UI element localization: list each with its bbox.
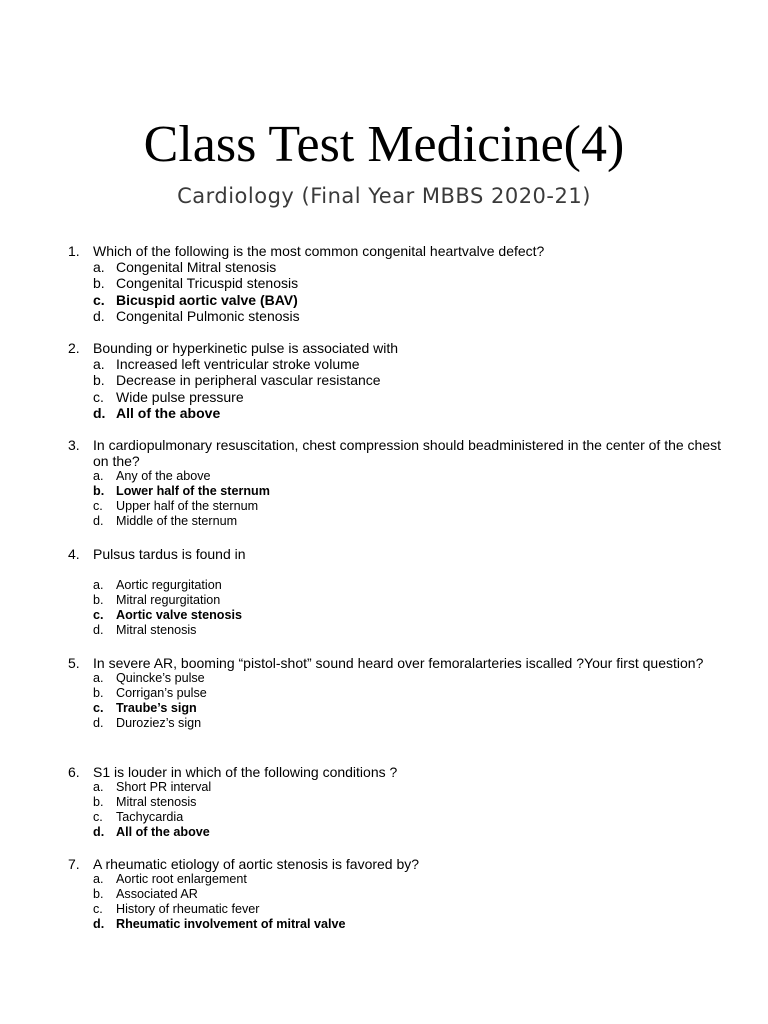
question-5 — [68, 655, 728, 730]
option-text: Tachycardia — [116, 809, 184, 824]
option-letter: d. — [93, 622, 104, 637]
question-text: A rheumatic etiology of aortic stenosis is favored by? — [93, 856, 420, 872]
option-letter: c. — [93, 499, 103, 513]
option-text: Mitral stenosis — [116, 795, 197, 809]
option-b — [93, 686, 728, 701]
option-text: Congenital Tricuspid stenosis — [116, 275, 299, 292]
option-text: Aortic valve stenosis — [116, 607, 242, 622]
option-letter: b. — [93, 795, 104, 809]
option-letter: b. — [93, 484, 105, 499]
question-1 — [68, 243, 728, 324]
option-d — [93, 716, 728, 731]
option-c-correct — [93, 701, 728, 716]
option-c — [93, 902, 728, 917]
option-d — [93, 623, 728, 638]
option-text: Traube’s sign — [116, 700, 197, 715]
option-c — [93, 499, 728, 514]
option-text: Quincke’s pulse — [116, 671, 205, 686]
option-d-correct — [93, 825, 728, 840]
question-number: 3. — [68, 437, 80, 453]
option-text: Bicuspid aortic valve (BAV) — [116, 291, 298, 308]
option-text: Lower half of the sternum — [116, 484, 270, 499]
option-a — [93, 780, 728, 795]
option-letter: c. — [93, 388, 104, 405]
option-b-correct — [93, 484, 728, 499]
option-letter: b. — [93, 275, 105, 292]
question-text: Bounding or hyperkinetic pulse is associated with — [93, 340, 399, 356]
page-subtitle: Cardiology (Final Year MBBS 2020-21) — [177, 184, 591, 208]
option-text: Mitral stenosis — [116, 622, 197, 637]
option-letter: d. — [93, 916, 105, 931]
option-text: Middle of the sternum — [116, 513, 238, 528]
option-text: Congenital Mitral stenosis — [116, 259, 277, 276]
option-a — [93, 578, 728, 593]
question-7 — [68, 856, 728, 931]
option-letter: a. — [93, 578, 104, 593]
question-number: 6. — [68, 764, 80, 780]
option-text: Decrease in peripheral vascular resistance — [116, 372, 381, 389]
option-text: Associated AR — [116, 887, 198, 901]
option-text: Aortic regurgitation — [116, 578, 222, 593]
option-letter: b. — [93, 593, 104, 607]
question-text: S1 is louder in which of the following conditions ? — [93, 764, 398, 780]
question-text: Pulsus tardus is found in — [93, 546, 246, 562]
option-letter: a. — [93, 780, 104, 795]
option-letter: d. — [93, 513, 104, 528]
option-text: Short PR interval — [116, 780, 212, 795]
option-letter: a. — [93, 259, 105, 276]
option-text: All of the above — [116, 824, 210, 839]
option-c-correct — [93, 292, 728, 308]
option-c — [93, 810, 728, 825]
option-letter: c. — [93, 607, 104, 622]
question-text: Which of the following is the most common congenital heartvalve defect? — [93, 243, 545, 259]
option-b — [93, 275, 728, 291]
option-d — [93, 308, 728, 324]
option-a — [93, 259, 728, 275]
option-text: Upper half of the sternum — [116, 499, 259, 513]
option-letter: a. — [93, 671, 104, 686]
question-2 — [68, 340, 728, 421]
question-number: 7. — [68, 856, 80, 872]
option-c — [93, 389, 728, 405]
option-text: Congenital Pulmonic stenosis — [116, 307, 300, 324]
option-b — [93, 593, 728, 608]
option-text: Wide pulse pressure — [116, 388, 244, 405]
option-a — [93, 356, 728, 372]
option-letter: b. — [93, 686, 104, 700]
question-text: In cardiopulmonary resuscitation, chest compression should beadministered in the center of the chest on the? — [93, 437, 722, 470]
option-text: All of the above — [116, 404, 221, 421]
option-letter: d. — [93, 307, 105, 324]
question-3 — [68, 437, 728, 529]
question-number: 5. — [68, 655, 80, 671]
option-text: Corrigan’s pulse — [116, 686, 207, 700]
option-letter: c. — [93, 700, 104, 715]
page-title: Class Test Medicine(4) — [143, 116, 625, 173]
option-letter: a. — [93, 469, 104, 484]
option-a — [93, 872, 728, 887]
option-d-correct — [93, 917, 728, 932]
option-a — [93, 671, 728, 686]
question-text: In severe AR, booming “pistol-shot” sound heard over femoralarteries iscalled ?Your first question? — [93, 655, 704, 671]
option-text: Duroziez’s sign — [116, 715, 202, 730]
option-c-correct — [93, 608, 728, 623]
option-letter: d. — [93, 404, 106, 421]
option-letter: c. — [93, 291, 105, 308]
option-b — [93, 887, 728, 902]
option-letter: b. — [93, 887, 104, 901]
question-number: 4. — [68, 546, 80, 562]
option-text: History of rheumatic fever — [116, 901, 260, 916]
option-text: Any of the above — [116, 469, 211, 484]
option-text: Rheumatic involvement of mitral valve — [116, 916, 346, 931]
option-letter: a. — [93, 356, 105, 373]
option-b — [93, 372, 728, 388]
option-a — [93, 469, 728, 484]
question-number: 2. — [68, 340, 80, 356]
question-4 — [68, 546, 728, 637]
question-number: 1. — [68, 243, 80, 259]
option-letter: a. — [93, 872, 104, 887]
option-letter: b. — [93, 372, 105, 389]
option-d — [93, 514, 728, 529]
option-letter: d. — [93, 824, 105, 839]
option-letter: c. — [93, 901, 103, 916]
option-text: Aortic root enlargement — [116, 872, 247, 887]
option-text: Mitral regurgitation — [116, 593, 221, 607]
question-6 — [68, 764, 728, 839]
option-letter: c. — [93, 809, 103, 824]
option-b — [93, 795, 728, 810]
option-d-correct — [93, 405, 728, 421]
option-text: Increased left ventricular stroke volume — [116, 356, 360, 373]
option-letter: d. — [93, 715, 104, 730]
